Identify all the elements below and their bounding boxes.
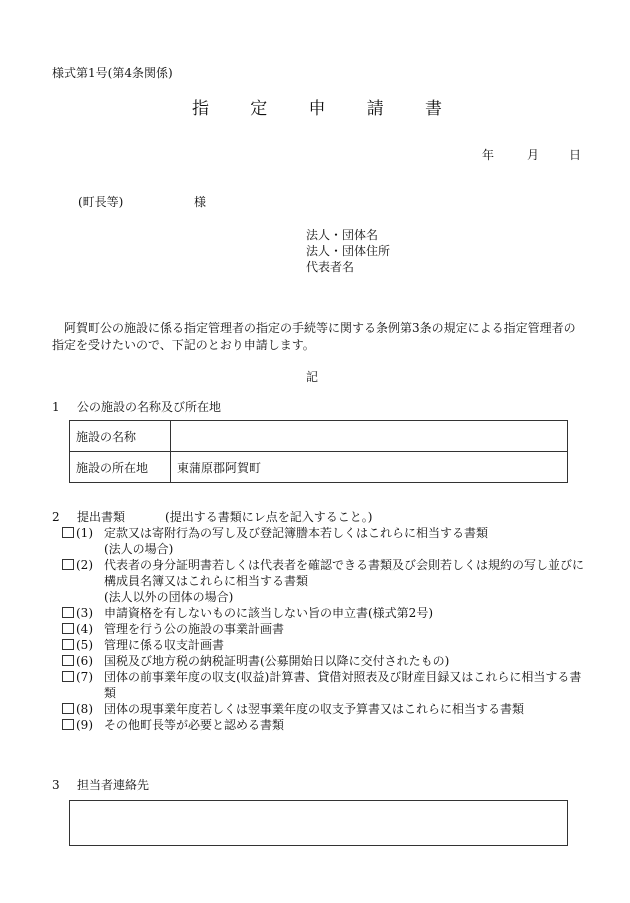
facility-location-label: 施設の所在地 bbox=[70, 452, 171, 483]
applicant-address-label: 法人・団体住所 bbox=[306, 244, 391, 258]
list-item bbox=[62, 653, 584, 669]
date-day: 日 bbox=[569, 148, 582, 162]
item-number: (7) bbox=[76, 670, 93, 684]
section-title: 提出書類 bbox=[77, 510, 126, 524]
document-checklist bbox=[62, 525, 584, 733]
section-title: 担当者連絡先 bbox=[77, 778, 150, 792]
table-row bbox=[70, 421, 568, 452]
form-number: 様式第1号(第4条関係) bbox=[52, 66, 173, 80]
applicant-name-label: 法人・団体名 bbox=[306, 228, 379, 242]
facility-table bbox=[69, 420, 568, 483]
table-row bbox=[70, 452, 568, 483]
item-number: (6) bbox=[76, 654, 93, 668]
section3-heading bbox=[52, 776, 149, 793]
section-number: 2 bbox=[52, 510, 60, 524]
item-number: (3) bbox=[76, 606, 93, 620]
section-number: 3 bbox=[52, 778, 60, 792]
list-item bbox=[62, 701, 584, 717]
item-text: 申請資格を有しないものに該当しない旨の申立書(様式第2号) bbox=[104, 606, 434, 620]
item-text: 団体の前事業年度の収支(収益)計算書、貸借対照表及び財産目録又はこれらに相当する書類 bbox=[104, 670, 582, 700]
item-text: 代表者の身分証明書若しくは代表者を確認できる書類及び会則若しくは規約の写し並びに構成員名簿又はこれらに相当する書類 bbox=[104, 558, 585, 588]
facility-location-field[interactable]: 東蒲原郡阿賀町 bbox=[171, 452, 568, 483]
document-checkbox[interactable] bbox=[62, 671, 74, 682]
title-char: 申 bbox=[308, 99, 326, 119]
document-checkbox[interactable] bbox=[62, 527, 74, 538]
document-checkbox[interactable] bbox=[62, 719, 74, 730]
list-item bbox=[62, 557, 584, 605]
addressee: (町長等) bbox=[78, 195, 124, 209]
facility-name-field[interactable] bbox=[171, 421, 568, 452]
list-item bbox=[62, 621, 584, 637]
document-checkbox[interactable] bbox=[62, 655, 74, 666]
item-text: 管理を行う公の施設の事業計画書 bbox=[104, 622, 285, 636]
list-item bbox=[62, 669, 584, 701]
contact-field[interactable] bbox=[69, 800, 568, 846]
item-text: 管理に係る収支計画書 bbox=[104, 638, 225, 652]
section-number: 1 bbox=[52, 400, 60, 414]
item-number: (2) bbox=[76, 558, 93, 572]
document-checkbox[interactable] bbox=[62, 703, 74, 714]
item-number: (9) bbox=[76, 718, 93, 732]
document-checkbox[interactable] bbox=[62, 559, 74, 570]
item-number: (8) bbox=[76, 702, 93, 716]
list-item bbox=[62, 525, 584, 557]
section-title: 公の施設の名称及び所在地 bbox=[77, 400, 222, 414]
honorific: 様 bbox=[194, 195, 207, 209]
document-title bbox=[192, 94, 442, 119]
item-text: その他町長等が必要と認める書類 bbox=[104, 718, 285, 732]
item-text: (法人以外の団体の場合) bbox=[104, 590, 234, 604]
list-item bbox=[62, 605, 584, 621]
item-text: 国税及び地方税の納税証明書(公募開始日以降に交付されたもの) bbox=[104, 654, 450, 668]
list-item bbox=[62, 637, 584, 653]
item-text: 定款又は寄附行為の写し及び登記簿謄本若しくはこれらに相当する書類 bbox=[104, 526, 489, 540]
title-char: 請 bbox=[366, 99, 384, 119]
title-char: 指 bbox=[192, 99, 209, 119]
item-number: (5) bbox=[76, 638, 93, 652]
section2-note: (提出する書類にレ点を記入すること。) bbox=[165, 510, 373, 524]
item-text: 団体の現事業年度若しくは翌事業年度の収支予算書又はこれらに相当する書類 bbox=[104, 702, 525, 716]
date-month: 月 bbox=[527, 148, 540, 162]
ki-heading: 記 bbox=[306, 370, 319, 384]
document-checkbox[interactable] bbox=[62, 639, 74, 650]
section2-heading bbox=[52, 508, 372, 525]
title-char: 書 bbox=[425, 99, 442, 119]
item-number: (1) bbox=[76, 526, 93, 540]
item-number: (4) bbox=[76, 622, 93, 636]
facility-name-label: 施設の名称 bbox=[70, 421, 171, 452]
title-char: 定 bbox=[250, 99, 268, 119]
item-text: (法人の場合) bbox=[104, 542, 174, 556]
list-item bbox=[62, 717, 584, 733]
application-statement: 阿賀町公の施設に係る指定管理者の指定の手続等に関する条例第3条の規定による指定管理者の指定を受けたいので、下記のとおり申請します。 bbox=[52, 321, 576, 352]
representative-label: 代表者名 bbox=[306, 260, 355, 274]
document-checkbox[interactable] bbox=[62, 607, 74, 618]
date-year: 年 bbox=[482, 148, 495, 162]
section1-heading bbox=[52, 398, 221, 415]
document-checkbox[interactable] bbox=[62, 623, 74, 634]
